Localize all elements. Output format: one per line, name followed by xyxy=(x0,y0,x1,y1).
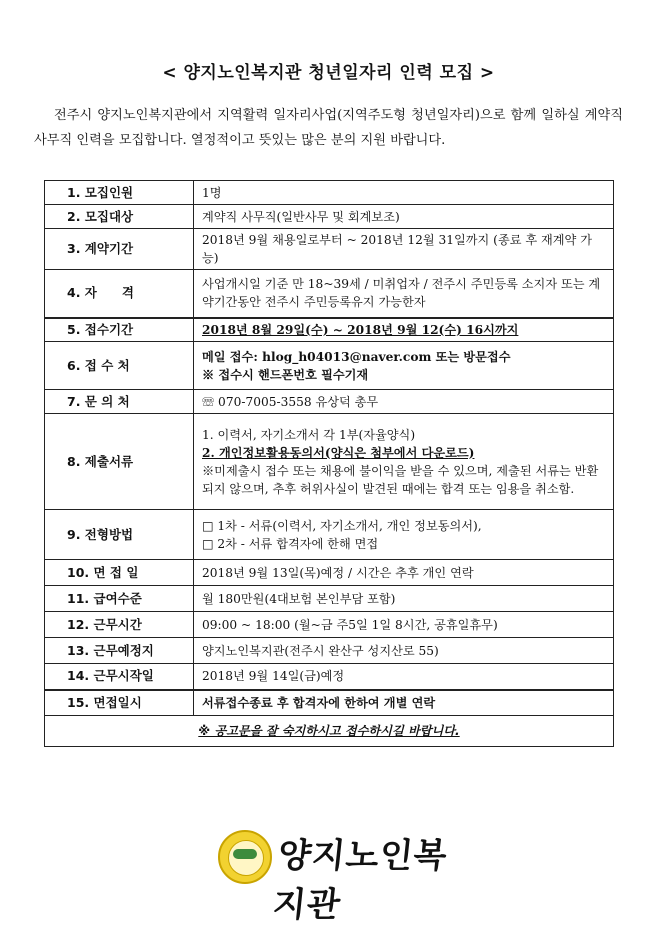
row-value-line: □ 1차 - 서류(이력서, 자기소개서, 개인 정보동의서), xyxy=(202,518,482,533)
table-row xyxy=(45,414,614,510)
row-value xyxy=(194,342,614,390)
table-row xyxy=(45,560,614,586)
row-value xyxy=(194,690,614,716)
row-label: 9. 전형방법 xyxy=(45,510,194,560)
row-value xyxy=(194,560,614,586)
table-row xyxy=(45,510,614,560)
row-value xyxy=(194,586,614,612)
row-value-line: ※미제출시 접수 또는 채용에 불이익을 받을 수 있으며, 제출된 서류는 반환되지 않으며, 추후 허위사실이 발견된 때에는 합격 또는 임용을 취소함. xyxy=(202,463,599,496)
table-row xyxy=(45,586,614,612)
row-label: 10. 면 접 일 xyxy=(45,560,194,586)
row-label: 6. 접 수 처 xyxy=(45,342,194,390)
row-value-line: □ 2차 - 서류 합격자에 한해 면접 xyxy=(202,536,379,551)
row-value-line: 09:00 ~ 18:00 (월~금 주5일 1일 8시간, 공휴일휴무) xyxy=(202,617,498,632)
row-label: 12. 근무시간 xyxy=(45,612,194,638)
table-row xyxy=(45,638,614,664)
row-value-line: 메일 접수: hlog_h04013@naver.com 또는 방문접수 xyxy=(202,349,511,364)
organization-logo xyxy=(218,824,458,925)
row-value-line: 2. 개인정보활용동의서(양식은 첨부에서 다운로드) xyxy=(202,445,475,460)
row-value-line: ☏ 070-7005-3558 유상덕 총무 xyxy=(202,394,379,409)
row-value xyxy=(194,270,614,318)
row-label: 8. 제출서류 xyxy=(45,414,194,510)
row-value xyxy=(194,318,614,342)
intro-paragraph: 전주시 양지노인복지관에서 지역활력 일자리사업(지역주도형 청년일자리)으로 함께 일하실 계약직 사무직 인력을 모집합니다. 열정적이고 뜻있는 많은 분의 지원 바랍니다. xyxy=(34,108,623,148)
logo-text: 양지노인복지관 xyxy=(270,836,450,925)
seal-icon xyxy=(218,830,272,884)
row-value xyxy=(194,612,614,638)
table-row xyxy=(45,318,614,342)
row-value-line: 2018년 9월 13일(목)예정 / 시간은 추후 개인 연락 xyxy=(202,565,474,580)
row-value xyxy=(194,205,614,229)
row-value xyxy=(194,229,614,270)
row-label: 2. 모집대상 xyxy=(45,205,194,229)
table-row xyxy=(45,181,614,205)
table-row xyxy=(45,612,614,638)
row-value xyxy=(194,664,614,690)
row-value xyxy=(194,638,614,664)
row-label: 14. 근무시작일 xyxy=(45,664,194,690)
row-label: 11. 급여수준 xyxy=(45,586,194,612)
row-value-line: 1명 xyxy=(202,185,222,200)
table-row xyxy=(45,390,614,414)
notice-row xyxy=(45,716,614,747)
row-value xyxy=(194,390,614,414)
row-label: 1. 모집인원 xyxy=(45,181,194,205)
row-label: 13. 근무예정지 xyxy=(45,638,194,664)
table-row xyxy=(45,664,614,690)
row-value-line: 사업개시일 기준 만 18~39세 / 미취업자 / 전주시 주민등록 소지자 또는 계약기간동안 전주시 주민등록유지 가능한자 xyxy=(202,277,601,310)
table-row xyxy=(45,205,614,229)
notice-text: ※ 공고문을 잘 숙지하시고 접수하시길 바랍니다. xyxy=(198,724,460,738)
row-value-line: 1. 이력서, 자기소개서 각 1부(자율양식) xyxy=(202,427,416,442)
recruitment-info-table xyxy=(44,180,614,747)
hand-icon xyxy=(233,849,257,859)
row-label: 3. 계약기간 xyxy=(45,229,194,270)
row-value xyxy=(194,510,614,560)
row-value-line: 월 180만원(4대보험 본인부담 포함) xyxy=(202,591,396,606)
row-value-line: 2018년 9월 채용일로부터 ~ 2018년 12월 31일까지 (종료 후 재계약 가능) xyxy=(202,233,592,265)
row-value xyxy=(194,181,614,205)
row-label: 5. 접수기간 xyxy=(45,318,194,342)
row-value-line: 서류접수종료 후 합격자에 한하여 개별 연락 xyxy=(202,695,436,710)
notice-title: < 양지노인복지관 청년일자리 인력 모집 > xyxy=(162,63,495,83)
row-value-line: 2018년 9월 14일(금)예정 xyxy=(202,669,345,684)
table-row xyxy=(45,690,614,716)
row-value-line: 양지노인복지관(전주시 완산구 성지산로 55) xyxy=(202,643,439,658)
row-value-line: ※ 접수시 핸드폰번호 필수기재 xyxy=(202,367,369,382)
row-value-line: 계약직 사무직(일반사무 및 회계보조) xyxy=(202,209,400,224)
row-label: 15. 면접일시 xyxy=(45,690,194,716)
table-row xyxy=(45,342,614,390)
table-row xyxy=(45,270,614,318)
table-row xyxy=(45,229,614,270)
row-label: 7. 문 의 처 xyxy=(45,390,194,414)
row-value xyxy=(194,414,614,510)
row-label: 4. 자 격 xyxy=(45,270,194,318)
row-value-line: 2018년 8월 29일(수) ~ 2018년 9월 12(수) 16시까지 xyxy=(202,322,519,337)
